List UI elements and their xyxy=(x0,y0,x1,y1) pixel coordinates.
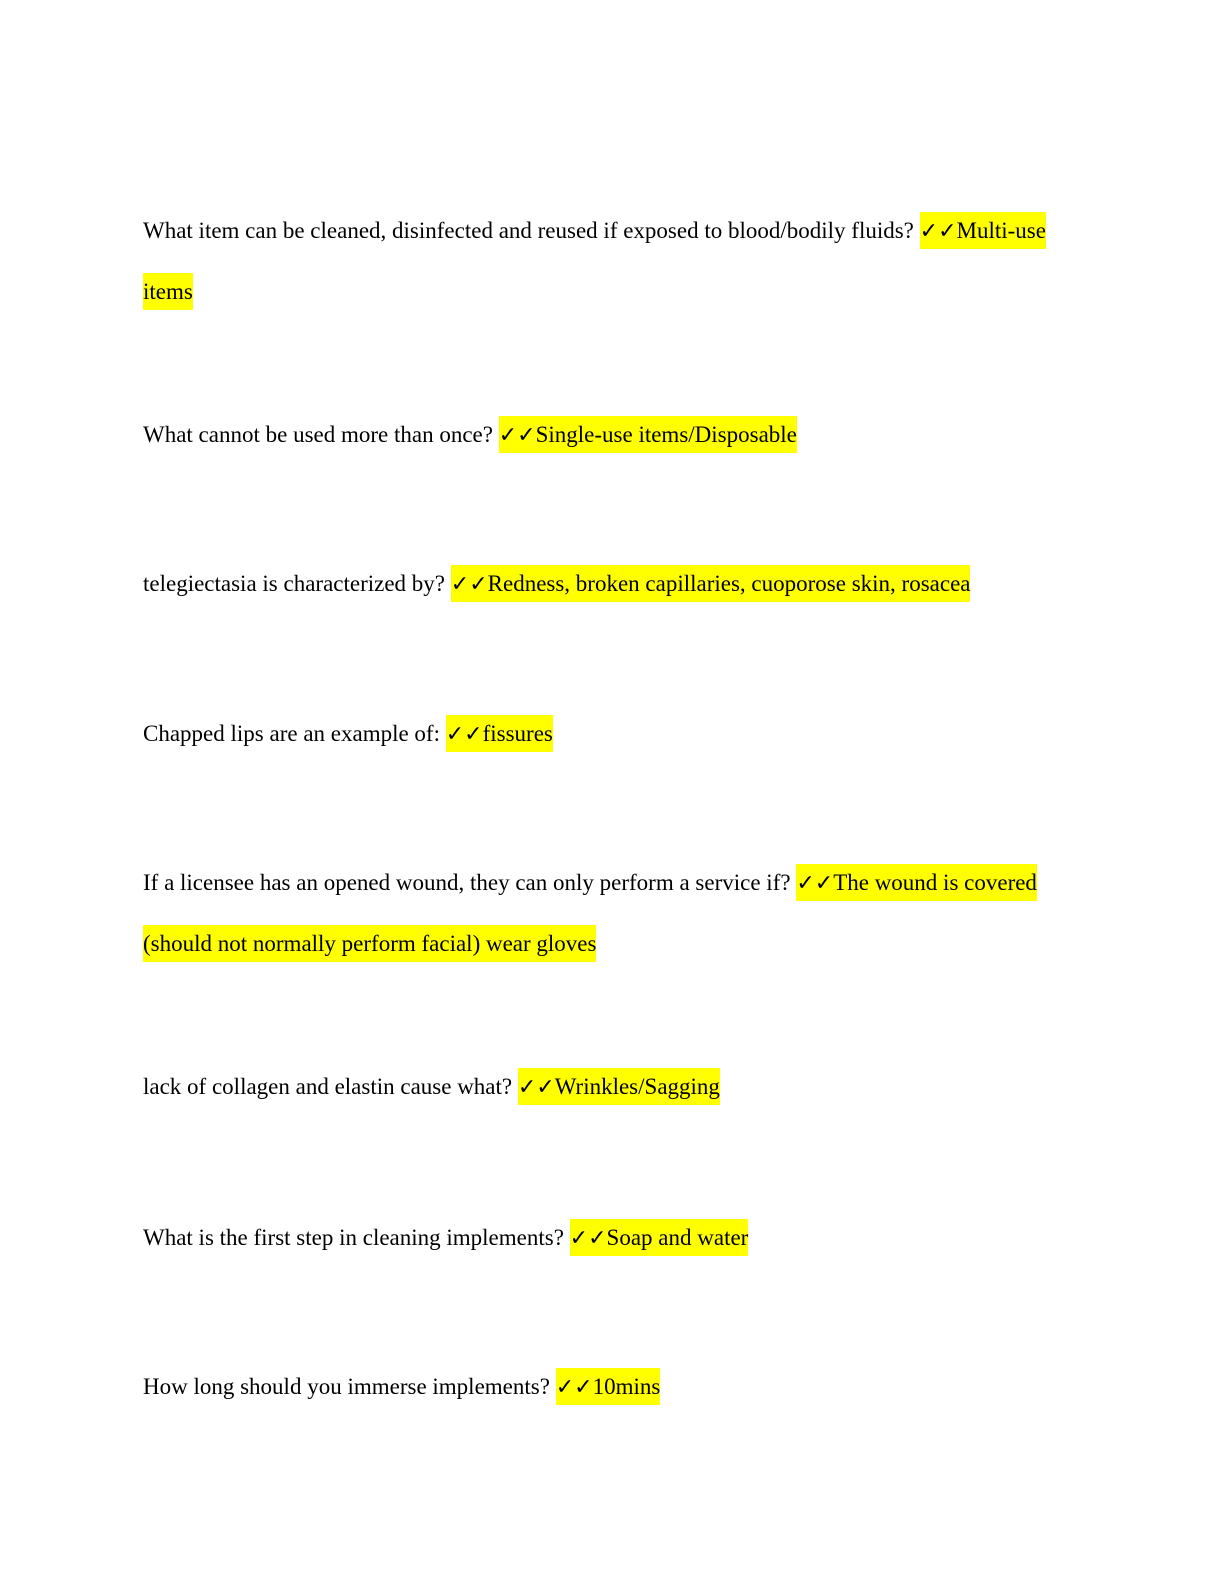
answer-text: Redness, broken capillaries, cuoporose skin, rosacea xyxy=(487,571,971,596)
question-text: Chapped lips are an example of: xyxy=(143,721,440,746)
answer-text: Single-use items/Disposable xyxy=(535,422,797,447)
qa-item xyxy=(143,853,1083,974)
qa-item xyxy=(143,1208,1083,1269)
question-text: telegiectasia is characterized by? xyxy=(143,571,446,596)
double-check-icon: ✓✓ xyxy=(919,219,957,244)
double-check-icon: ✓✓ xyxy=(445,722,483,747)
question-text: What item can be cleaned, disinfected and reused if exposed to blood/bodily fluids? xyxy=(143,218,914,243)
qa-item xyxy=(143,201,1083,322)
answer-text: Soap and water xyxy=(606,1225,749,1250)
qa-item xyxy=(143,554,1083,615)
double-check-icon: ✓✓ xyxy=(498,423,536,448)
answer-text: The wound is covered (should not normally perform facial) wear gloves xyxy=(143,870,1037,956)
answer-text: Wrinkles/Sagging xyxy=(554,1074,720,1099)
question-text: What is the first step in cleaning implements? xyxy=(143,1225,564,1250)
question-text: What cannot be used more than once? xyxy=(143,422,493,447)
answer-highlight xyxy=(570,1219,749,1256)
answer-highlight xyxy=(518,1068,720,1105)
qa-item xyxy=(143,704,1083,765)
question-text: If a licensee has an opened wound, they can only perform a service if? xyxy=(143,870,791,895)
answer-text: fissures xyxy=(482,721,553,746)
double-check-icon: ✓✓ xyxy=(796,871,834,896)
answer-highlight xyxy=(556,1368,661,1405)
answer-text: Multi-use items xyxy=(143,218,1046,304)
question-text: How long should you immerse implements? xyxy=(143,1374,550,1399)
answer-text: 10mins xyxy=(592,1374,661,1399)
double-check-icon: ✓✓ xyxy=(569,1226,607,1251)
double-check-icon: ✓✓ xyxy=(517,1075,555,1100)
qa-item xyxy=(143,1357,1083,1418)
double-check-icon: ✓✓ xyxy=(555,1375,593,1400)
qa-item xyxy=(143,1057,1083,1118)
answer-highlight xyxy=(499,416,797,453)
question-text: lack of collagen and elastin cause what? xyxy=(143,1074,513,1099)
double-check-icon: ✓✓ xyxy=(450,572,488,597)
qa-item xyxy=(143,405,1083,466)
answer-highlight xyxy=(446,715,553,752)
answer-highlight xyxy=(451,565,971,602)
